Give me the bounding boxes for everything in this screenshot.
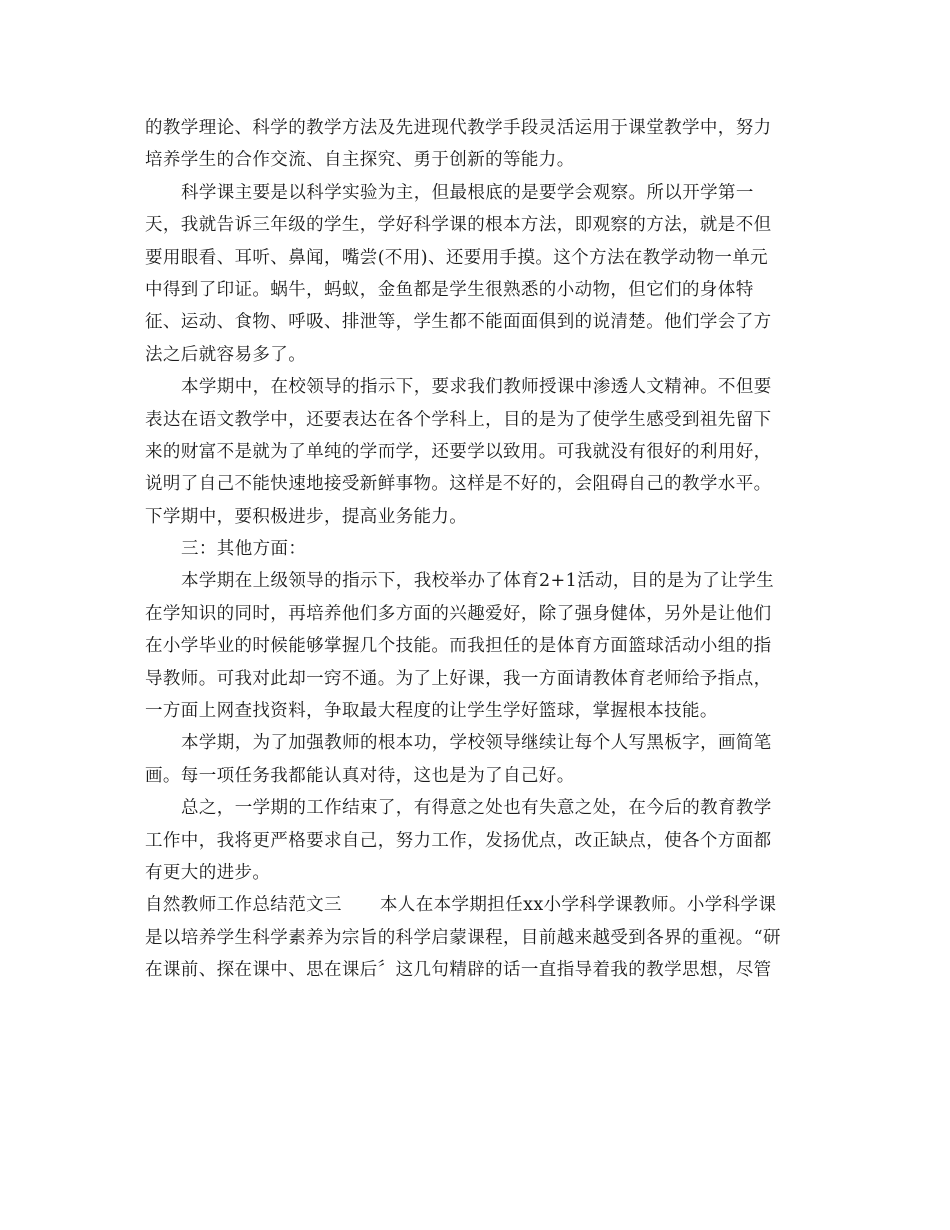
text-line: 来的财富不是就为了单纯的学而学，还要学以致用。可我就没有很好的利用好， (145, 441, 772, 462)
text-line: 本学期中，在校领导的指示下，要求我们教师授课中渗透人文精神。不但要 (181, 377, 772, 398)
text-line: 表达在语文教学中，还要表达在各个学科上，目的是为了使学生感受到祖先留下 (145, 409, 772, 430)
text-line: 画。每一项任务我都能认真对待，这也是为了自己好。 (145, 765, 575, 786)
text-line: 要用眼看、耳听、鼻闻，嘴尝(不用)、还要用手摸。这个方法在教学动物一单元 (145, 247, 769, 268)
text-line: 征、运动、食物、呼吸、排泄等，学生都不能面面俱到的说清楚。他们学会了方 (145, 312, 772, 333)
text-line: 有更大的进步。 (145, 862, 271, 883)
section-heading: 三：其他方面： (181, 539, 307, 560)
text-line: 工作中，我将更严格要求自己，努力工作，发扬优点，改正缺点，使各个方面都 (145, 830, 772, 851)
text-line: 在课前、探在课中、思在课后〞这几句精辟的话一直指导着我的教学思想，尽管 (145, 960, 772, 981)
text-line: 总之，一学期的工作结束了，有得意之处也有失意之处，在今后的教育教学 (181, 798, 772, 819)
text-line: 本学期，为了加强教师的根本功，学校领导继续让每个人写黑板字，画简笔 (181, 733, 772, 754)
text-line: 导教师。可我对此却一窍不通。为了上好课，我一方面请教体育老师给予指点， (145, 668, 772, 689)
document-body (145, 112, 805, 987)
text-line: 天，我就告诉三年级的学生，学好科学课的根本方法，即观察的方法，就是不但 (145, 215, 772, 236)
text-line: 科学课主要是以科学实验为主，但最根底的是要学会观察。所以开学第一 (181, 182, 754, 203)
article-title: 自然教师工作总结范文三 (145, 895, 342, 916)
text-line: 在小学毕业的时候能够掌握几个技能。而我担任的是体育方面篮球活动小组的指 (145, 636, 772, 657)
text-line: 一方面上网查找资料，争取最大程度的让学生学好篮球，掌握根本技能。 (145, 701, 718, 722)
text-line: 说明了自己不能快速地接受新鲜事物。这样是不好的，会阻碍自己的教学水平。 (145, 474, 772, 495)
text-line: 下学期中，要积极进步，提高业务能力。 (145, 506, 468, 527)
text-line: 中得到了印证。蜗牛，蚂蚁，金鱼都是学生很熟悉的小动物，但它们的身体特 (145, 279, 754, 300)
text-line: 本学期在上级领导的指示下，我校举办了体育2+1活动，目的是为了让学生 (181, 571, 775, 592)
text-line: 法之后就容易多了。 (145, 344, 307, 365)
article-intro: 本人在本学期担任xx小学科学课教师。小学科学课 (379, 895, 777, 916)
text-line: 在学知识的同时，再培养他们多方面的兴趣爱好，除了强身健体，另外是让他们 (145, 603, 772, 624)
text-line: 的教学理论、科学的教学方法及先进现代教学手段灵活运用于课堂教学中，努力 (145, 118, 772, 138)
article-title-line (145, 889, 805, 921)
text-line: 是以培养学生科学素养为宗旨的科学启蒙课程，目前越来越受到各界的重视。“研 (145, 927, 781, 948)
text-line: 培养学生的合作交流、自主探究、勇于创新的等能力。 (145, 150, 575, 171)
